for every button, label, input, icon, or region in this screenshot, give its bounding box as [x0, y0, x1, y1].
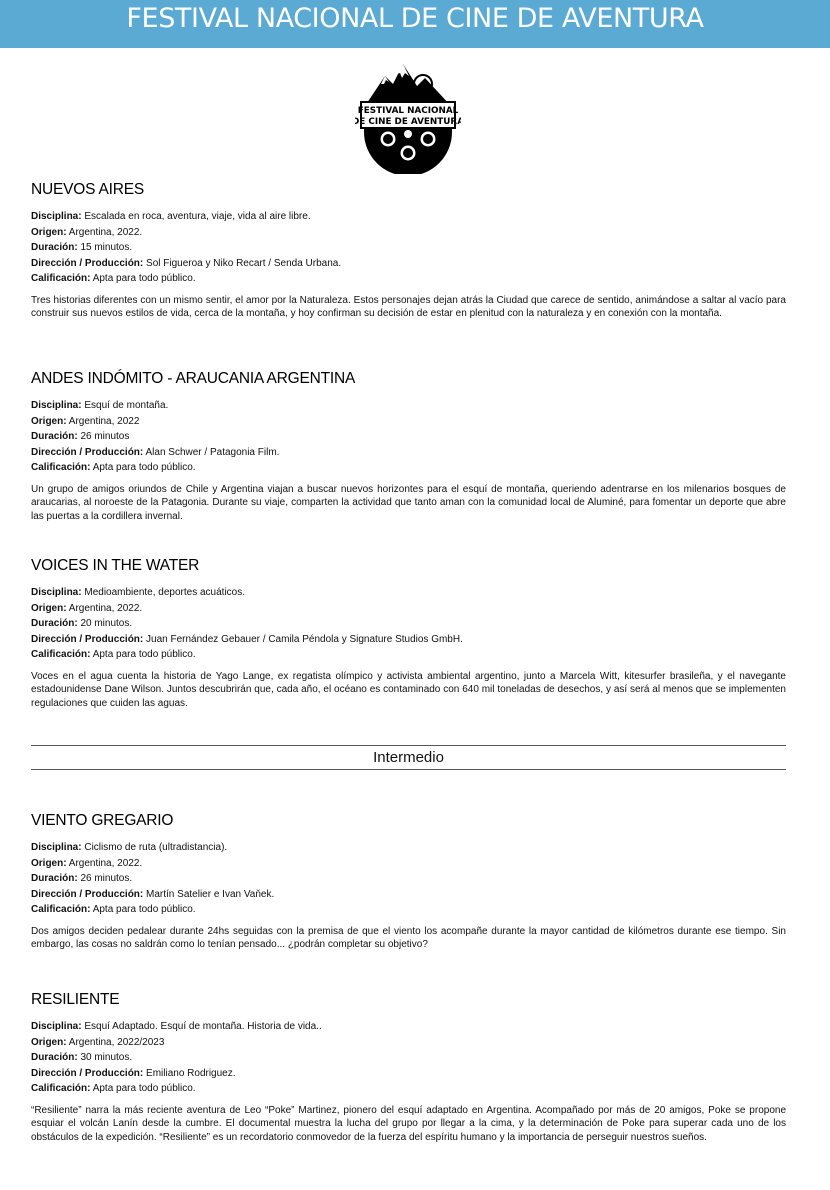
film-direction: Dirección / Producción: Martín Satelier e Ivan Vaňek. [31, 888, 275, 900]
film-synopsis: Tres historias diferentes con un mismo sentir, el amor por la Naturaleza. Estos personajes dejan atrás la Ciudad que carece de sentido, animándose a saltar al vacío para construir sus nuevos estilos de vida, cerca de la montaña, y hoy confirman su decisión de estar en plenitud con la naturaleza y en conexión con la montaña. [31, 294, 786, 319]
film-title: NUEVOS AIRES [31, 181, 145, 198]
film-duration: Duración: 26 minutos [31, 431, 130, 442]
film-rating: Calificación: Apta para todo público. [31, 273, 196, 284]
film-rating: Calificación: Apta para todo público. [31, 904, 196, 915]
logo-line1: FESTIVAL NACIONAL [357, 106, 459, 116]
film-meta [31, 398, 786, 476]
intermission-block [31, 745, 786, 810]
film-origin: Origen: Argentina, 2022/2023 [31, 1036, 165, 1048]
film-entry [31, 368, 786, 555]
film-discipline: Disciplina: Escalada en roca, aventura, viaje, vida al aire libre. [31, 211, 311, 222]
film-meta [31, 209, 786, 287]
film-rating: Calificación: Apta para todo público. [31, 1083, 196, 1094]
film-synopsis: Voces en el agua cuenta la historia de Yago Lange, ex regatista olímpico y activista ambiental argentino, junto a Marcela Witt, kitesurfer brasileña, y el navegante estadounidense Dane Wilson. Juntos descubrirán que, cada año, el océano es contaminado con 640 mil toneladas de desechos, y así será al menos que se implementen regulaciones que cuiden las aguas. [31, 670, 786, 709]
film-discipline: Disciplina: Esquí Adaptado. Esquí de montaña. Historia de vida.. [31, 1021, 322, 1032]
film-entry [31, 989, 786, 1144]
logo-line2: DE CINE DE AVENTURA [355, 117, 461, 127]
film-direction: Dirección / Producción: Alan Schwer / Patagonia Film. [31, 446, 280, 458]
film-direction: Dirección / Producción: Juan Fernández Gebauer / Camila Péndola y Signature Studios GmbH. [31, 633, 463, 645]
film-entry [31, 810, 786, 989]
film-entry [31, 179, 786, 368]
film-title: ANDES INDÓMITO - ARAUCANIA ARGENTINA [31, 370, 356, 387]
film-rating: Calificación: Apta para todo público. [31, 649, 196, 660]
film-discipline: Disciplina: Medioambiente, deportes acuáticos. [31, 587, 246, 598]
film-meta [31, 585, 786, 663]
film-meta [31, 1019, 786, 1097]
film-synopsis: Dos amigos deciden pedalear durante 24hs seguidas con la premisa de que el viento los acompañe durante la mayor cantidad de kilómetros durante ese tiempo. Sin embargo, las cosas no saldrán como lo tenían pensado... ¿podrán completar su objetivo? [31, 925, 786, 950]
film-duration: Duración: 26 minutos. [31, 873, 133, 884]
film-entry [31, 555, 786, 745]
program-content [31, 179, 786, 1144]
film-title: VOICES IN THE WATER [31, 557, 200, 574]
film-rating: Calificación: Apta para todo público. [31, 462, 196, 473]
film-origin: Origen: Argentina, 2022 [31, 415, 140, 427]
film-duration: Duración: 20 minutos. [31, 618, 133, 629]
film-direction: Dirección / Producción: Sol Figueroa y Niko Recart / Senda Urbana. [31, 257, 342, 269]
festival-logo [355, 58, 461, 174]
film-title: VIENTO GREGARIO [31, 812, 174, 829]
film-discipline: Disciplina: Esquí de montaña. [31, 400, 169, 411]
page-title: FESTIVAL NACIONAL DE CINE DE AVENTURA [126, 3, 704, 34]
film-origin: Origen: Argentina, 2022. [31, 602, 143, 614]
intermission-divider: Intermedio [31, 745, 786, 770]
film-direction: Dirección / Producción: Emiliano Rodriguez. [31, 1067, 236, 1079]
film-synopsis: “Resiliente” narra la más reciente aventura de Leo “Poke” Martinez, pionero del esquí adaptado en Argentina. Acompañado por más de 20 amigos, Poke se propone esquiar el volcán Lanín desde la cumbre. El documental muestra la lucha del grupo por llegar a la cima, y la determinación de Poke para superar cada uno de los obstáculos de la expedición. “Resiliente” es un recordatorio conmovedor de la fuerza del espíritu humano y la importancia de perseguir nuestros sueños. [31, 1104, 786, 1143]
film-discipline: Disciplina: Ciclismo de ruta (ultradistancia). [31, 842, 228, 853]
header-banner [0, 0, 830, 48]
film-synopsis: Un grupo de amigos oriundos de Chile y Argentina viajan a buscar nuevos horizontes para el esquí de montaña, queriendo adentrarse en los milenarios bosques de araucarias, al noroeste de la Patagonia. Durante su viaje, comparten la actividad que tanto aman con la comunidad local de Aluminé, para fomentar un deporte que abre las puertas a la cordillera invernal. [31, 483, 786, 522]
film-origin: Origen: Argentina, 2022. [31, 857, 143, 869]
film-meta [31, 840, 786, 918]
film-duration: Duración: 15 minutos. [31, 242, 133, 253]
mountain-film-reel-icon [355, 58, 461, 174]
film-origin: Origen: Argentina, 2022. [31, 226, 143, 238]
film-title: RESILIENTE [31, 991, 120, 1008]
film-duration: Duración: 30 minutos. [31, 1052, 133, 1063]
